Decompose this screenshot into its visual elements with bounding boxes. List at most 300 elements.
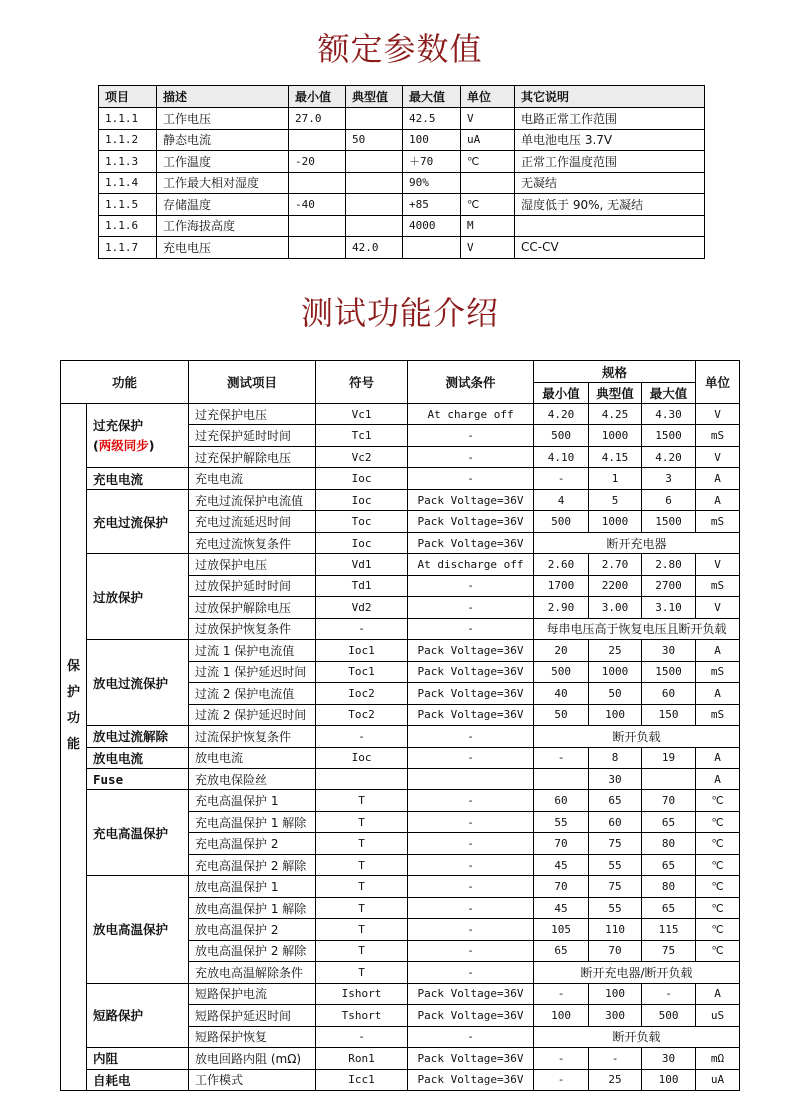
unit-cell: ℃ bbox=[696, 833, 740, 854]
max-cell: 150 bbox=[642, 704, 696, 725]
table-row bbox=[61, 554, 740, 575]
max-cell: 3 bbox=[642, 468, 696, 489]
table-row bbox=[61, 404, 740, 425]
typ-cell: 75 bbox=[589, 833, 642, 854]
min-cell: 20 bbox=[534, 640, 589, 661]
typ-cell: 8 bbox=[589, 747, 642, 768]
table-cell: 42.5 bbox=[403, 108, 461, 130]
table-cell: +85 bbox=[403, 194, 461, 216]
symbol-cell: Ioc bbox=[316, 747, 408, 768]
header-max: 最大值 bbox=[642, 383, 696, 404]
item-cell: 充电电流 bbox=[189, 468, 316, 489]
unit-cell: V bbox=[696, 554, 740, 575]
condition-cell: - bbox=[408, 618, 534, 639]
max-cell: 30 bbox=[642, 640, 696, 661]
header-symbol: 符号 bbox=[316, 361, 408, 404]
symbol-cell bbox=[316, 768, 408, 789]
group-cell: 短路保护 bbox=[87, 983, 189, 1047]
table-cell: 存储温度 bbox=[157, 194, 289, 216]
condition-cell: - bbox=[408, 597, 534, 618]
table-cell: -20 bbox=[289, 151, 346, 173]
condition-cell: Pack Voltage=36V bbox=[408, 661, 534, 682]
max-cell: 1500 bbox=[642, 661, 696, 682]
table-row bbox=[99, 129, 705, 151]
min-cell bbox=[534, 768, 589, 789]
item-cell: 过充保护解除电压 bbox=[189, 446, 316, 467]
unit-cell: ℃ bbox=[696, 897, 740, 918]
condition-cell: - bbox=[408, 919, 534, 940]
item-cell: 充电高温保护 1 解除 bbox=[189, 811, 316, 832]
table-cell: 90% bbox=[403, 172, 461, 194]
max-cell: 70 bbox=[642, 790, 696, 811]
group-cell: 放电电流 bbox=[87, 747, 189, 768]
symbol-cell: Toc1 bbox=[316, 661, 408, 682]
symbol-cell: Vd2 bbox=[316, 597, 408, 618]
min-cell: 1700 bbox=[534, 575, 589, 596]
item-cell: 过流 1 保护延迟时间 bbox=[189, 661, 316, 682]
table-row bbox=[99, 108, 705, 130]
symbol-cell: Td1 bbox=[316, 575, 408, 596]
max-cell: 19 bbox=[642, 747, 696, 768]
min-cell: 65 bbox=[534, 940, 589, 961]
table-cell bbox=[346, 194, 403, 216]
max-cell: 30 bbox=[642, 1048, 696, 1069]
item-cell: 过放保护解除电压 bbox=[189, 597, 316, 618]
symbol-cell: Tshort bbox=[316, 1005, 408, 1026]
condition-cell: - bbox=[408, 790, 534, 811]
table-cell bbox=[461, 172, 515, 194]
symbol-cell: Tc1 bbox=[316, 425, 408, 446]
min-cell: 100 bbox=[534, 1005, 589, 1026]
unit-cell: A bbox=[696, 983, 740, 1004]
condition-cell: Pack Voltage=36V bbox=[408, 640, 534, 661]
condition-cell: Pack Voltage=36V bbox=[408, 1005, 534, 1026]
item-cell: 放电高温保护 2 解除 bbox=[189, 940, 316, 961]
symbol-cell: Ioc bbox=[316, 489, 408, 510]
header-function: 功能 bbox=[61, 361, 189, 404]
table-cell: V bbox=[461, 108, 515, 130]
item-cell: 放电高温保护 1 bbox=[189, 876, 316, 897]
header-item: 测试项目 bbox=[189, 361, 316, 404]
symbol-cell: T bbox=[316, 962, 408, 983]
min-cell: 70 bbox=[534, 833, 589, 854]
table-cell bbox=[289, 215, 346, 237]
condition-cell: - bbox=[408, 876, 534, 897]
header-cell: 项目 bbox=[99, 86, 157, 108]
group-note bbox=[93, 436, 188, 456]
header-unit: 单位 bbox=[696, 361, 740, 404]
condition-cell: At charge off bbox=[408, 404, 534, 425]
header-cell: 单位 bbox=[461, 86, 515, 108]
table-row bbox=[61, 876, 740, 897]
symbol-cell: Vd1 bbox=[316, 554, 408, 575]
category-char: 保 bbox=[66, 659, 80, 674]
max-cell: 4.20 bbox=[642, 446, 696, 467]
typ-cell: 100 bbox=[589, 983, 642, 1004]
table-cell: 湿度低于 90%, 无凝结 bbox=[515, 194, 705, 216]
note-paren: ) bbox=[148, 437, 155, 453]
symbol-cell: Ioc2 bbox=[316, 683, 408, 704]
group-cell: 充电电流 bbox=[87, 468, 189, 489]
table-cell: 100 bbox=[403, 129, 461, 151]
table-row bbox=[61, 726, 740, 747]
unit-cell: mS bbox=[696, 704, 740, 725]
table-cell: 电路正常工作范围 bbox=[515, 108, 705, 130]
typ-cell: 110 bbox=[589, 919, 642, 940]
header-cell: 最大值 bbox=[403, 86, 461, 108]
table-row bbox=[99, 172, 705, 194]
condition-cell: Pack Voltage=36V bbox=[408, 532, 534, 553]
table-row bbox=[61, 489, 740, 510]
note-text: 两级同步 bbox=[98, 437, 149, 453]
max-cell: - bbox=[642, 983, 696, 1004]
min-cell: 55 bbox=[534, 811, 589, 832]
typ-cell: 70 bbox=[589, 940, 642, 961]
min-cell: 2.90 bbox=[534, 597, 589, 618]
table-header-row bbox=[61, 361, 740, 383]
item-cell: 过流 1 保护电流值 bbox=[189, 640, 316, 661]
table-row bbox=[61, 747, 740, 768]
group-cell: 内阻 bbox=[87, 1048, 189, 1069]
max-cell: 6 bbox=[642, 489, 696, 510]
header-cell: 描述 bbox=[157, 86, 289, 108]
typ-cell: 3.00 bbox=[589, 597, 642, 618]
table-cell: 工作最大相对湿度 bbox=[157, 172, 289, 194]
item-cell: 过充保护电压 bbox=[189, 404, 316, 425]
max-cell: 1500 bbox=[642, 425, 696, 446]
item-cell: 过流保护恢复条件 bbox=[189, 726, 316, 747]
symbol-cell: Ioc1 bbox=[316, 640, 408, 661]
max-cell: 65 bbox=[642, 811, 696, 832]
typ-cell: 300 bbox=[589, 1005, 642, 1026]
condition-cell: Pack Voltage=36V bbox=[408, 1048, 534, 1069]
max-cell: 115 bbox=[642, 919, 696, 940]
typ-cell: - bbox=[589, 1048, 642, 1069]
condition-cell: - bbox=[408, 940, 534, 961]
max-cell bbox=[642, 768, 696, 789]
table-cell: 1.1.5 bbox=[99, 194, 157, 216]
category-char: 能 bbox=[66, 737, 80, 752]
table-cell: -40 bbox=[289, 194, 346, 216]
spec-merged-cell: 断开负载 bbox=[534, 726, 740, 747]
item-cell: 充电高温保护 2 解除 bbox=[189, 854, 316, 875]
min-cell: - bbox=[534, 1069, 589, 1090]
table-cell: 50 bbox=[346, 129, 403, 151]
item-cell: 过充保护延时时间 bbox=[189, 425, 316, 446]
unit-cell: V bbox=[696, 597, 740, 618]
table-cell: ℃ bbox=[461, 151, 515, 173]
symbol-cell: - bbox=[316, 726, 408, 747]
category-char: 功 bbox=[66, 711, 80, 726]
table-cell bbox=[346, 108, 403, 130]
typ-cell: 100 bbox=[589, 704, 642, 725]
table-cell bbox=[346, 215, 403, 237]
note-paren: ( bbox=[93, 437, 99, 453]
symbol-cell: T bbox=[316, 897, 408, 918]
min-cell: 4 bbox=[534, 489, 589, 510]
group-cell: 放电过流保护 bbox=[87, 640, 189, 726]
min-cell: - bbox=[534, 1048, 589, 1069]
typ-cell: 2.70 bbox=[589, 554, 642, 575]
symbol-cell: Vc2 bbox=[316, 446, 408, 467]
table-row bbox=[61, 768, 740, 789]
group-cell: 充电高温保护 bbox=[87, 790, 189, 876]
condition-cell: - bbox=[408, 726, 534, 747]
table-row bbox=[61, 790, 740, 811]
condition-cell: Pack Voltage=36V bbox=[408, 511, 534, 532]
item-cell: 充电过流恢复条件 bbox=[189, 532, 316, 553]
unit-cell: mS bbox=[696, 425, 740, 446]
condition-cell: Pack Voltage=36V bbox=[408, 1069, 534, 1090]
typ-cell: 1000 bbox=[589, 661, 642, 682]
unit-cell: V bbox=[696, 404, 740, 425]
min-cell: 4.10 bbox=[534, 446, 589, 467]
spec-merged-cell: 每串电压高于恢复电压且断开负载 bbox=[534, 618, 740, 639]
min-cell: - bbox=[534, 983, 589, 1004]
typ-cell: 75 bbox=[589, 876, 642, 897]
min-cell: 500 bbox=[534, 511, 589, 532]
condition-cell: - bbox=[408, 897, 534, 918]
item-cell: 过放保护电压 bbox=[189, 554, 316, 575]
symbol-cell: Vc1 bbox=[316, 404, 408, 425]
typ-cell: 25 bbox=[589, 1069, 642, 1090]
symbol-cell: T bbox=[316, 790, 408, 811]
unit-cell: ℃ bbox=[696, 876, 740, 897]
unit-cell: A bbox=[696, 640, 740, 661]
table-cell: 正常工作温度范围 bbox=[515, 151, 705, 173]
min-cell: 45 bbox=[534, 854, 589, 875]
item-cell: 短路保护电流 bbox=[189, 983, 316, 1004]
table-row bbox=[61, 983, 740, 1004]
max-cell: 65 bbox=[642, 854, 696, 875]
table-row bbox=[99, 151, 705, 173]
condition-cell: - bbox=[408, 446, 534, 467]
max-cell: 80 bbox=[642, 833, 696, 854]
unit-cell: ℃ bbox=[696, 811, 740, 832]
table-cell: V bbox=[461, 237, 515, 259]
table-cell: 工作电压 bbox=[157, 108, 289, 130]
header-cell: 其它说明 bbox=[515, 86, 705, 108]
max-cell: 3.10 bbox=[642, 597, 696, 618]
max-cell: 2700 bbox=[642, 575, 696, 596]
table-cell bbox=[289, 129, 346, 151]
item-cell: 短路保护延迟时间 bbox=[189, 1005, 316, 1026]
condition-cell: Pack Voltage=36V bbox=[408, 683, 534, 704]
condition-cell: - bbox=[408, 962, 534, 983]
condition-cell: - bbox=[408, 833, 534, 854]
table-cell bbox=[515, 215, 705, 237]
unit-cell: A bbox=[696, 489, 740, 510]
header-typ: 典型值 bbox=[589, 383, 642, 404]
header-cell: 典型值 bbox=[346, 86, 403, 108]
condition-cell: - bbox=[408, 425, 534, 446]
symbol-cell: Ioc bbox=[316, 468, 408, 489]
table-row bbox=[61, 640, 740, 661]
unit-cell: A bbox=[696, 468, 740, 489]
condition-cell: - bbox=[408, 575, 534, 596]
condition-cell bbox=[408, 768, 534, 789]
typ-cell: 4.15 bbox=[589, 446, 642, 467]
table-cell: 无凝结 bbox=[515, 172, 705, 194]
symbol-cell: Icc1 bbox=[316, 1069, 408, 1090]
condition-cell: - bbox=[408, 811, 534, 832]
item-cell: 过流 2 保护延迟时间 bbox=[189, 704, 316, 725]
max-cell: 2.80 bbox=[642, 554, 696, 575]
symbol-cell: T bbox=[316, 940, 408, 961]
condition-cell: At discharge off bbox=[408, 554, 534, 575]
unit-cell: A bbox=[696, 683, 740, 704]
group-cell: 自耗电 bbox=[87, 1069, 189, 1090]
header-min: 最小值 bbox=[534, 383, 589, 404]
symbol-cell: T bbox=[316, 919, 408, 940]
typ-cell: 25 bbox=[589, 640, 642, 661]
table-cell: 42.0 bbox=[346, 237, 403, 259]
unit-cell: mS bbox=[696, 661, 740, 682]
table-row bbox=[99, 215, 705, 237]
table-cell: 4000 bbox=[403, 215, 461, 237]
symbol-cell: Ioc bbox=[316, 532, 408, 553]
item-cell: 放电回路内阻 (mΩ) bbox=[189, 1048, 316, 1069]
max-cell: 1500 bbox=[642, 511, 696, 532]
symbol-cell: Ron1 bbox=[316, 1048, 408, 1069]
table-cell: 工作温度 bbox=[157, 151, 289, 173]
spec-merged-cell: 断开充电器/断开负载 bbox=[534, 962, 740, 983]
category-char: 护 bbox=[66, 685, 80, 700]
min-cell: - bbox=[534, 468, 589, 489]
table-cell: CC-CV bbox=[515, 237, 705, 259]
max-cell: 65 bbox=[642, 897, 696, 918]
table-cell: 1.1.1 bbox=[99, 108, 157, 130]
item-cell: 充电高温保护 2 bbox=[189, 833, 316, 854]
min-cell: 70 bbox=[534, 876, 589, 897]
item-cell: 过流 2 保护电流值 bbox=[189, 683, 316, 704]
item-cell: 充电过流延迟时间 bbox=[189, 511, 316, 532]
group-cell bbox=[87, 404, 189, 468]
unit-cell: uS bbox=[696, 1005, 740, 1026]
table-cell: 单电池电压 3.7V bbox=[515, 129, 705, 151]
typ-cell: 2200 bbox=[589, 575, 642, 596]
header-cell: 最小值 bbox=[289, 86, 346, 108]
min-cell: 500 bbox=[534, 425, 589, 446]
condition-cell: - bbox=[408, 747, 534, 768]
header-spec: 规格 bbox=[534, 361, 696, 383]
min-cell: 500 bbox=[534, 661, 589, 682]
rated-parameters-title: 额定参数值 bbox=[317, 30, 483, 68]
typ-cell: 1 bbox=[589, 468, 642, 489]
typ-cell: 65 bbox=[589, 790, 642, 811]
group-cell: 充电过流保护 bbox=[87, 489, 189, 553]
symbol-cell: T bbox=[316, 833, 408, 854]
spec-merged-cell: 断开负载 bbox=[534, 1026, 740, 1047]
item-cell: 放电电流 bbox=[189, 747, 316, 768]
unit-cell: ℃ bbox=[696, 854, 740, 875]
table-cell: 1.1.6 bbox=[99, 215, 157, 237]
min-cell: 4.20 bbox=[534, 404, 589, 425]
max-cell: 100 bbox=[642, 1069, 696, 1090]
unit-cell: ℃ bbox=[696, 919, 740, 940]
table-cell: ＋70 bbox=[403, 151, 461, 173]
table-cell: ℃ bbox=[461, 194, 515, 216]
item-cell: 过放保护恢复条件 bbox=[189, 618, 316, 639]
group-cell: 放电高温保护 bbox=[87, 876, 189, 983]
header-condition: 测试条件 bbox=[408, 361, 534, 404]
table-cell bbox=[403, 237, 461, 259]
max-cell: 60 bbox=[642, 683, 696, 704]
typ-cell: 1000 bbox=[589, 511, 642, 532]
table-cell bbox=[289, 172, 346, 194]
min-cell: 50 bbox=[534, 704, 589, 725]
typ-cell: 55 bbox=[589, 897, 642, 918]
symbol-cell: - bbox=[316, 1026, 408, 1047]
typ-cell: 60 bbox=[589, 811, 642, 832]
table-cell bbox=[289, 237, 346, 259]
symbol-cell: T bbox=[316, 854, 408, 875]
typ-cell: 30 bbox=[589, 768, 642, 789]
item-cell: 过放保护延时时间 bbox=[189, 575, 316, 596]
max-cell: 4.30 bbox=[642, 404, 696, 425]
table-cell: uA bbox=[461, 129, 515, 151]
unit-cell: mΩ bbox=[696, 1048, 740, 1069]
group-cell: 过放保护 bbox=[87, 554, 189, 640]
min-cell: 45 bbox=[534, 897, 589, 918]
item-cell: 充电高温保护 1 bbox=[189, 790, 316, 811]
typ-cell: 4.25 bbox=[589, 404, 642, 425]
min-cell: 40 bbox=[534, 683, 589, 704]
item-cell: 短路保护恢复 bbox=[189, 1026, 316, 1047]
max-cell: 80 bbox=[642, 876, 696, 897]
group-label: 过充保护 bbox=[93, 417, 144, 433]
symbol-cell: - bbox=[316, 618, 408, 639]
unit-cell: V bbox=[696, 446, 740, 467]
item-cell: 充放电保险丝 bbox=[189, 768, 316, 789]
min-cell: - bbox=[534, 747, 589, 768]
min-cell: 105 bbox=[534, 919, 589, 940]
rated-parameters-table bbox=[98, 85, 705, 259]
min-cell: 60 bbox=[534, 790, 589, 811]
spec-merged-cell: 断开充电器 bbox=[534, 532, 740, 553]
table-cell: 工作海拔高度 bbox=[157, 215, 289, 237]
condition-cell: Pack Voltage=36V bbox=[408, 489, 534, 510]
max-cell: 500 bbox=[642, 1005, 696, 1026]
item-cell: 放电高温保护 1 解除 bbox=[189, 897, 316, 918]
table-header-row bbox=[99, 86, 705, 108]
typ-cell: 1000 bbox=[589, 425, 642, 446]
unit-cell: A bbox=[696, 768, 740, 789]
item-cell: 充电过流保护电流值 bbox=[189, 489, 316, 510]
table-row bbox=[99, 194, 705, 216]
item-cell: 充放电高温解除条件 bbox=[189, 962, 316, 983]
unit-cell: A bbox=[696, 747, 740, 768]
item-cell: 放电高温保护 2 bbox=[189, 919, 316, 940]
condition-cell: - bbox=[408, 468, 534, 489]
condition-cell: Pack Voltage=36V bbox=[408, 983, 534, 1004]
typ-cell: 5 bbox=[589, 489, 642, 510]
unit-cell: mS bbox=[696, 575, 740, 596]
typ-cell: 50 bbox=[589, 683, 642, 704]
max-cell: 75 bbox=[642, 940, 696, 961]
unit-cell: uA bbox=[696, 1069, 740, 1090]
table-cell: 1.1.7 bbox=[99, 237, 157, 259]
unit-cell: ℃ bbox=[696, 790, 740, 811]
test-functions-title: 测试功能介绍 bbox=[300, 294, 499, 332]
table-cell bbox=[346, 151, 403, 173]
table-row bbox=[61, 468, 740, 489]
unit-cell: mS bbox=[696, 511, 740, 532]
condition-cell: - bbox=[408, 854, 534, 875]
unit-cell: ℃ bbox=[696, 940, 740, 961]
table-cell bbox=[346, 172, 403, 194]
group-cell: 放电过流解除 bbox=[87, 726, 189, 747]
